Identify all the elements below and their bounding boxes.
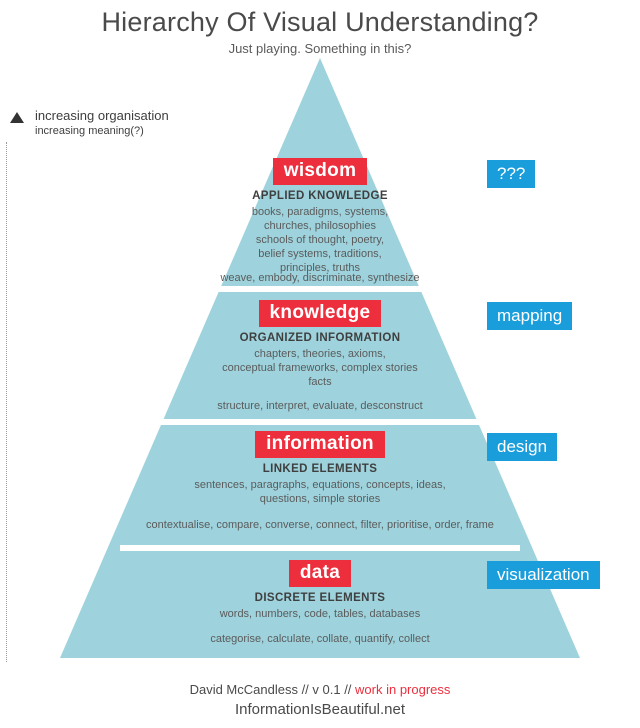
tier-wisdom-items xyxy=(0,205,640,275)
tier-knowledge-item: chapters, theories, axioms, xyxy=(254,348,386,360)
tier-information-subtitle: LINKED ELEMENTS xyxy=(262,463,378,475)
tier-wisdom-item: churches, philosophies xyxy=(264,220,376,232)
tier-knowledge-subtitle: ORGANIZED INFORMATION xyxy=(239,332,401,344)
tag-wisdom: ??? xyxy=(487,160,535,188)
tag-knowledge: mapping xyxy=(487,302,572,330)
footer-credit xyxy=(0,681,640,699)
tier-data-subtitle: DISCRETE ELEMENTS xyxy=(254,592,386,604)
page-title: Hierarchy Of Visual Understanding? xyxy=(101,7,539,37)
tier-wisdom-badge: wisdom xyxy=(273,158,368,185)
tier-information-badge: information xyxy=(255,431,385,458)
tier-knowledge-item: conceptual frameworks, complex stories xyxy=(222,362,418,374)
footer xyxy=(0,681,640,720)
tier-wisdom-item: books, paradigms, systems, xyxy=(251,206,389,218)
tier-wisdom-verbs: weave, embody, discriminate, synthesize xyxy=(220,272,420,284)
tier-data-verbs: categorise, calculate, collate, quantify, collect xyxy=(210,633,430,645)
tier-data-items xyxy=(0,607,640,621)
axis-label-meaning: increasing meaning(?) xyxy=(35,125,144,137)
tier-wisdom xyxy=(0,158,640,275)
tier-information-verbs: contextualise, compare, converse, connect, filter, prioritise, order, frame xyxy=(146,519,494,531)
footer-site: InformationIsBeautiful.net xyxy=(234,701,406,718)
tag-information: design xyxy=(487,433,557,461)
tier-knowledge-item: facts xyxy=(308,376,332,388)
tier-knowledge-items xyxy=(0,347,640,389)
tier-information-items xyxy=(0,478,640,506)
tier-wisdom-item: principles, truths xyxy=(279,262,361,274)
tier-data-badge: data xyxy=(289,560,351,587)
tier-wisdom-subtitle: APPLIED KNOWLEDGE xyxy=(252,190,388,202)
tag-data: visualization xyxy=(487,561,600,589)
tier-knowledge-verbs: structure, interpret, evaluate, desconstruct xyxy=(217,400,423,412)
axis-label-organisation: increasing organisation xyxy=(35,108,169,123)
tier-information-item: questions, simple stories xyxy=(259,493,381,505)
up-arrow-icon xyxy=(10,112,24,123)
tier-wisdom-item: belief systems, traditions, xyxy=(258,248,382,260)
footer-author: David McCandless // v 0.1 // xyxy=(189,682,356,697)
tier-knowledge-badge: knowledge xyxy=(259,300,382,327)
footer-status: work in progress xyxy=(355,682,451,697)
tier-data-item: words, numbers, code, tables, databases xyxy=(219,608,421,620)
page-subtitle: Just playing. Something in this? xyxy=(228,41,412,56)
tier-information-item: sentences, paragraphs, equations, concepts, ideas, xyxy=(194,479,446,491)
tier-wisdom-item: schools of thought, poetry, xyxy=(255,234,385,246)
